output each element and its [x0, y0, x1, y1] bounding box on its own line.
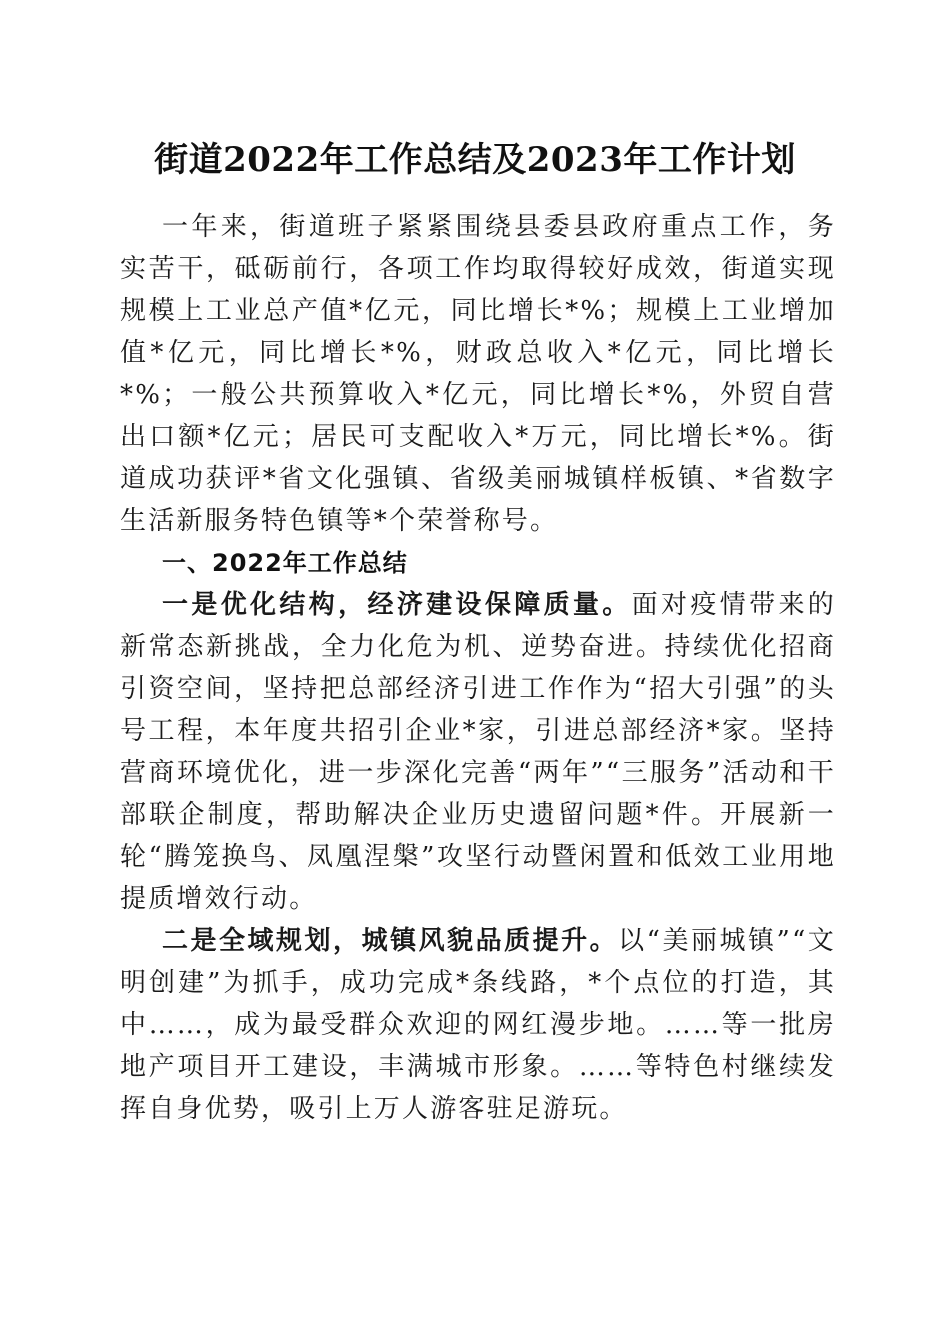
paragraph-urban-planning	[120, 920, 836, 1130]
paragraph-economy-lead: 一是优化结构，经济建设保障质量。	[162, 590, 632, 620]
document-body	[120, 206, 836, 1130]
intro-paragraph: 一年来，街道班子紧紧围绕县委县政府重点工作，务实苦干，砥砺前行，各项工作均取得较好成效，街道实现规模上工业总产值*亿元，同比增长*%；规模上工业增加值*亿元，同比增长*%，财政总收入*亿元，同比增长*%；一般公共预算收入*亿元，同比增长*%，外贸自营出口额*亿元；居民可支配收入*万元，同比增长*%。街道成功获评*省文化强镇、省级美丽城镇样板镇、*省数字生活新服务特色镇等*个荣誉称号。	[120, 212, 836, 536]
paragraph-economy	[120, 584, 836, 920]
paragraph-urban-planning-text: 以“美丽城镇”“文明创建”为抓手，成功完成*条线路，*个点位的打造，其中……，成为最受群众欢迎的网红漫步地。……等一批房地产项目开工建设，丰满城市形象。……等特色村继续发挥自身优势，吸引上万人游客驻足游玩。	[120, 926, 836, 1124]
section-heading-2022-summary: 一、2022年工作总结	[162, 549, 408, 577]
paragraph-economy-text: 面对疫情带来的新常态新挑战，全力化危为机、逆势奋进。持续优化招商引资空间，坚持把总部经济引进工作作为“招大引强”的头号工程，本年度共招引企业*家，引进总部经济*家。坚持营商环境优化，进一步深化完善“两年”“三服务”活动和干部联企制度，帮助解决企业历史遗留问题*件。开展新一轮“腾笼换鸟、凤凰涅槃”攻坚行动暨闲置和低效工业用地提质增效行动。	[120, 590, 836, 914]
document-title: 街道2022年工作总结及2023年工作计划	[154, 140, 796, 180]
paragraph-urban-planning-lead: 二是全域规划，城镇风貌品质提升。	[162, 926, 619, 956]
